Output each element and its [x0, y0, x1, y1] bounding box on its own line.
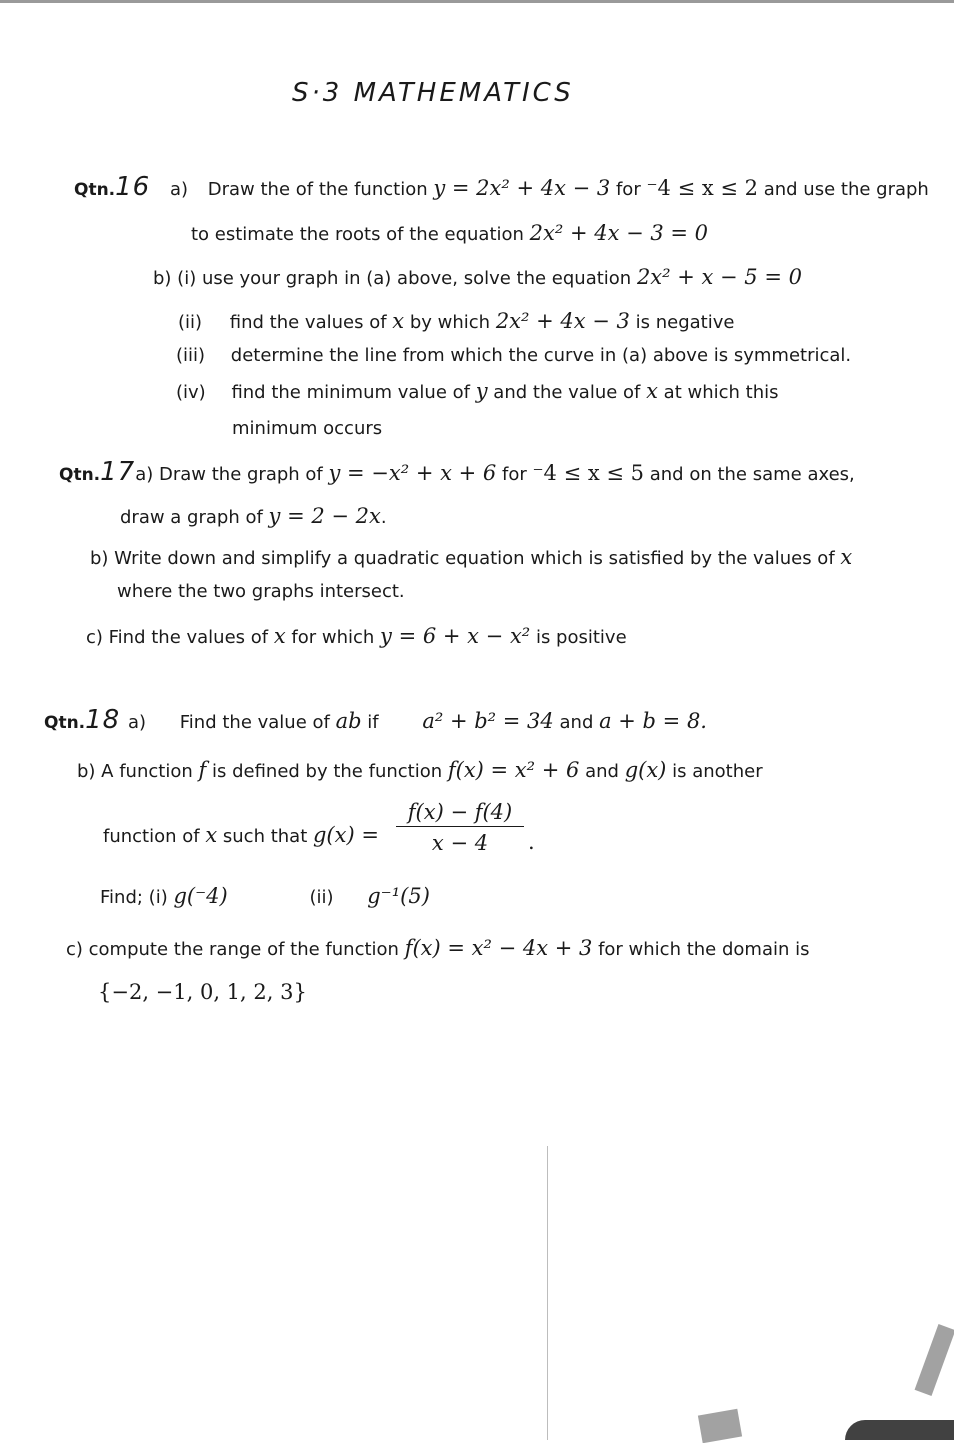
q18-find-ii: (ii): [309, 887, 334, 908]
q18-fraction-tail: .: [528, 830, 535, 854]
q18-line-c: [66, 936, 809, 962]
q16-ii-x: x: [392, 309, 405, 333]
q17-b-text: b) Write down and simplify a quadratic equation which is satisfied by the values of: [90, 548, 841, 569]
q16-line-iv: [176, 379, 779, 405]
scan-top-edge: [0, 0, 954, 3]
q17-a2-eq: y = 2 − 2x: [268, 504, 381, 528]
q17-a-for: for: [496, 464, 533, 485]
q18-c-tail: for which the domain is: [592, 939, 810, 960]
q18-b-text: b) A function: [77, 761, 199, 782]
q16-a-for: for: [610, 179, 647, 200]
q16-line-b: [153, 265, 802, 291]
q18-b-eq: f(x) = x² + 6: [447, 758, 580, 782]
q17-line-c: [86, 624, 627, 650]
scan-smudge-2: [698, 1409, 742, 1443]
q16-ii-tail: is negative: [629, 312, 735, 333]
q17-c-x: x: [273, 624, 286, 648]
q16-b-eq: 2x² + x − 5 = 0: [636, 265, 802, 289]
q16-line-iii: [176, 344, 851, 368]
q16-a-domain: ⁻4 ≤ x ≤ 2: [646, 176, 758, 200]
q16-iv-x: x: [646, 379, 658, 403]
q16-a-text: Draw the of the function: [207, 179, 434, 200]
q18-line-b: [77, 758, 763, 784]
q16-b-text: b) (i) use your graph in (a) above, solve the equation: [153, 268, 637, 289]
q18-find-text: Find; (i): [100, 887, 174, 908]
q16-a-tail: and use the graph: [758, 179, 929, 200]
scan-fold-line: [547, 1146, 548, 1440]
q18-a-eq2: a + b = 8.: [599, 709, 707, 733]
q17-c-text2: for which: [285, 627, 381, 648]
q18-line-b2: [103, 823, 379, 849]
q17-a-domain: ⁻4 ≤ x ≤ 5: [532, 461, 645, 485]
scan-shadow: [845, 1420, 954, 1440]
q16-label: Qtn.: [74, 180, 116, 200]
q16-line-a2: [191, 221, 708, 247]
q18-a-ab: ab: [335, 709, 362, 733]
q16-iv-text2: and the value of: [487, 382, 647, 403]
q16-number: 16: [115, 172, 151, 202]
q16-ii-text: find the values of: [229, 312, 393, 333]
q18-b-g: g(x): [624, 758, 667, 782]
q18-fraction-denominator: x − 4: [431, 831, 489, 855]
q16-line-iv2: minimum occurs: [232, 418, 383, 439]
q16-line-ii: [178, 309, 734, 335]
q18-b-tail: is another: [666, 761, 763, 782]
q16-ii-text2: by which: [404, 312, 496, 333]
q17-a-eq: y = −x² + x + 6: [328, 461, 497, 485]
q16-a-eq: y = 2x² + 4x − 3: [433, 176, 611, 200]
q16-ii-eq: 2x² + 4x − 3: [495, 309, 630, 333]
q18-label: Qtn.: [44, 713, 86, 733]
q18-line-c2: {−2, −1, 0, 1, 2, 3}: [98, 980, 307, 1004]
q18-b-text2: is defined by the function: [206, 761, 448, 782]
q18-a-eq1: a² + b² = 34: [422, 709, 554, 733]
q17-label: Qtn.: [59, 465, 101, 485]
q18-a-and: and: [553, 712, 600, 733]
q18-line-a: [44, 705, 707, 735]
q18-a-marker: a): [127, 712, 147, 733]
q18-b2-text: function of: [103, 826, 206, 847]
q17-line-a: [59, 457, 855, 487]
q16-iv-marker: (iv): [176, 382, 206, 403]
q18-b2-g: g(x) =: [312, 823, 379, 847]
q16-line-a: [74, 172, 929, 202]
q18-number: 18: [85, 705, 121, 735]
q16-ii-marker: (ii): [178, 312, 203, 333]
q18-b2-x: x: [205, 823, 218, 847]
q18-a-text: Find the value of: [179, 712, 336, 733]
q17-c-eq: y = 6 + x − x²: [380, 624, 531, 648]
q17-b-x: x: [840, 545, 853, 569]
q18-b-and: and: [579, 761, 625, 782]
page-title: S·3 MATHEMATICS: [292, 78, 574, 108]
q17-a2-tail: .: [380, 507, 387, 528]
q18-find-g1: g(⁻4): [173, 884, 228, 908]
q16-a2-text: to estimate the roots of the equation: [191, 224, 530, 245]
q18-c-eq: f(x) = x² − 4x + 3: [404, 936, 593, 960]
q16-iv-text: find the minimum value of: [231, 382, 476, 403]
q16-a2-eq: 2x² + 4x − 3 = 0: [529, 221, 709, 245]
q18-fraction-numerator: f(x) − f(4): [396, 800, 524, 827]
q18-fraction: [396, 800, 524, 855]
q17-a-tail: and on the same axes,: [644, 464, 855, 485]
q17-c-tail: is positive: [530, 627, 627, 648]
q17-c-text: c) Find the values of: [86, 627, 274, 648]
q17-number: 17: [100, 457, 136, 487]
q16-iv-tail: at which this: [657, 382, 779, 403]
q17-line-a2: [120, 504, 387, 530]
q18-c-text: c) compute the range of the function: [66, 939, 405, 960]
q17-line-b: [90, 545, 852, 571]
q17-line-b2: where the two graphs intersect.: [117, 581, 405, 602]
q18-line-find: [100, 884, 430, 910]
q17-a-text: a) Draw the graph of: [135, 464, 329, 485]
q18-b-f: f: [198, 758, 207, 782]
q17-a2-text: draw a graph of: [120, 507, 269, 528]
q16-iii-text: determine the line from which the curve in (a) above is symmetrical.: [230, 345, 852, 366]
scan-smudge: [915, 1324, 954, 1396]
q18-a-if: if: [361, 712, 379, 733]
q16-iii-marker: (iii): [176, 345, 206, 366]
q18-b2-text2: such that: [217, 826, 313, 847]
q16-iv-y: y: [475, 379, 488, 403]
q16-a-marker: a): [169, 179, 189, 200]
q18-find-g2: g⁻¹(5): [367, 884, 430, 908]
